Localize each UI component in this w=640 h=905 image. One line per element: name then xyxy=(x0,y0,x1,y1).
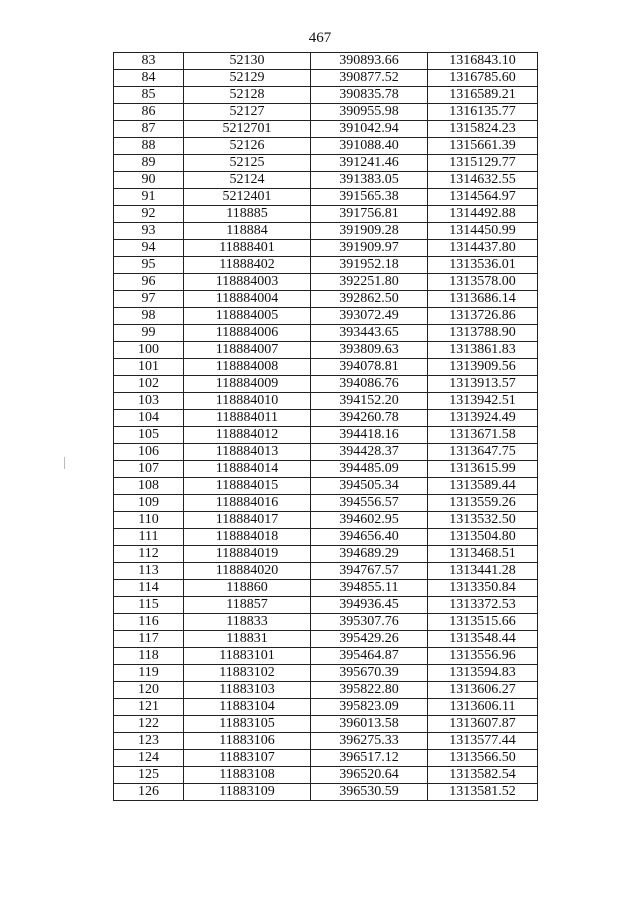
x-coordinate-cell: 394260.78 xyxy=(311,410,428,427)
table-row xyxy=(114,784,538,801)
point-id-cell: 118860 xyxy=(184,580,311,597)
point-id-cell: 52124 xyxy=(184,172,311,189)
point-id-cell: 118884003 xyxy=(184,274,311,291)
y-coordinate-cell: 1313589.44 xyxy=(428,478,538,495)
row-number-cell: 119 xyxy=(114,665,184,682)
x-coordinate-cell: 394689.29 xyxy=(311,546,428,563)
table-row xyxy=(114,308,538,325)
table-row xyxy=(114,206,538,223)
table-row xyxy=(114,53,538,70)
scan-artifact-mark xyxy=(64,457,65,469)
table-row xyxy=(114,87,538,104)
y-coordinate-cell: 1315661.39 xyxy=(428,138,538,155)
row-number-cell: 84 xyxy=(114,70,184,87)
table-row xyxy=(114,240,538,257)
y-coordinate-cell: 1315824.23 xyxy=(428,121,538,138)
x-coordinate-cell: 391042.94 xyxy=(311,121,428,138)
y-coordinate-cell: 1313671.58 xyxy=(428,427,538,444)
x-coordinate-cell: 395822.80 xyxy=(311,682,428,699)
row-number-cell: 101 xyxy=(114,359,184,376)
x-coordinate-cell: 391909.28 xyxy=(311,223,428,240)
row-number-cell: 115 xyxy=(114,597,184,614)
row-number-cell: 112 xyxy=(114,546,184,563)
table-row xyxy=(114,767,538,784)
point-id-cell: 11883102 xyxy=(184,665,311,682)
x-coordinate-cell: 394556.57 xyxy=(311,495,428,512)
table-row xyxy=(114,529,538,546)
x-coordinate-cell: 390893.66 xyxy=(311,53,428,70)
x-coordinate-cell: 391756.81 xyxy=(311,206,428,223)
x-coordinate-cell: 394855.11 xyxy=(311,580,428,597)
table-row xyxy=(114,104,538,121)
table-row xyxy=(114,665,538,682)
y-coordinate-cell: 1313615.99 xyxy=(428,461,538,478)
y-coordinate-cell: 1313441.28 xyxy=(428,563,538,580)
x-coordinate-cell: 396013.58 xyxy=(311,716,428,733)
page-number: 467 xyxy=(308,30,332,46)
table-row xyxy=(114,257,538,274)
table-row xyxy=(114,444,538,461)
y-coordinate-cell: 1313607.87 xyxy=(428,716,538,733)
row-number-cell: 91 xyxy=(114,189,184,206)
x-coordinate-cell: 394936.45 xyxy=(311,597,428,614)
point-id-cell: 118884009 xyxy=(184,376,311,393)
x-coordinate-cell: 393072.49 xyxy=(311,308,428,325)
table-row xyxy=(114,410,538,427)
table-row xyxy=(114,291,538,308)
table-row xyxy=(114,512,538,529)
table-row xyxy=(114,393,538,410)
table-row xyxy=(114,699,538,716)
y-coordinate-cell: 1313686.14 xyxy=(428,291,538,308)
table-row xyxy=(114,546,538,563)
x-coordinate-cell: 394505.34 xyxy=(311,478,428,495)
table-row xyxy=(114,376,538,393)
y-coordinate-cell: 1313536.01 xyxy=(428,257,538,274)
y-coordinate-cell: 1313372.53 xyxy=(428,597,538,614)
y-coordinate-cell: 1314492.88 xyxy=(428,206,538,223)
row-number-cell: 100 xyxy=(114,342,184,359)
point-id-cell: 52130 xyxy=(184,53,311,70)
y-coordinate-cell: 1313861.83 xyxy=(428,342,538,359)
table-row xyxy=(114,70,538,87)
point-id-cell: 118884018 xyxy=(184,529,311,546)
y-coordinate-cell: 1313647.75 xyxy=(428,444,538,461)
row-number-cell: 116 xyxy=(114,614,184,631)
point-id-cell: 118884014 xyxy=(184,461,311,478)
x-coordinate-cell: 394485.09 xyxy=(311,461,428,478)
point-id-cell: 118857 xyxy=(184,597,311,614)
y-coordinate-cell: 1313909.56 xyxy=(428,359,538,376)
table-row xyxy=(114,631,538,648)
row-number-cell: 94 xyxy=(114,240,184,257)
row-number-cell: 90 xyxy=(114,172,184,189)
point-id-cell: 118833 xyxy=(184,614,311,631)
row-number-cell: 85 xyxy=(114,87,184,104)
point-id-cell: 118884010 xyxy=(184,393,311,410)
row-number-cell: 126 xyxy=(114,784,184,801)
row-number-cell: 86 xyxy=(114,104,184,121)
y-coordinate-cell: 1313559.26 xyxy=(428,495,538,512)
point-id-cell: 118884004 xyxy=(184,291,311,308)
point-id-cell: 52127 xyxy=(184,104,311,121)
row-number-cell: 98 xyxy=(114,308,184,325)
table-row xyxy=(114,716,538,733)
table-row xyxy=(114,325,538,342)
point-id-cell: 11883108 xyxy=(184,767,311,784)
point-id-cell: 118884019 xyxy=(184,546,311,563)
table-row xyxy=(114,733,538,750)
row-number-cell: 97 xyxy=(114,291,184,308)
row-number-cell: 104 xyxy=(114,410,184,427)
point-id-cell: 118884007 xyxy=(184,342,311,359)
point-id-cell: 11883105 xyxy=(184,716,311,733)
x-coordinate-cell: 396520.64 xyxy=(311,767,428,784)
row-number-cell: 92 xyxy=(114,206,184,223)
point-id-cell: 11883107 xyxy=(184,750,311,767)
y-coordinate-cell: 1316785.60 xyxy=(428,70,538,87)
point-id-cell: 52128 xyxy=(184,87,311,104)
table-row xyxy=(114,138,538,155)
row-number-cell: 125 xyxy=(114,767,184,784)
row-number-cell: 95 xyxy=(114,257,184,274)
point-id-cell: 52129 xyxy=(184,70,311,87)
y-coordinate-cell: 1313556.96 xyxy=(428,648,538,665)
point-id-cell: 118884006 xyxy=(184,325,311,342)
x-coordinate-cell: 396275.33 xyxy=(311,733,428,750)
x-coordinate-cell: 394602.95 xyxy=(311,512,428,529)
table-row xyxy=(114,121,538,138)
table-row xyxy=(114,155,538,172)
y-coordinate-cell: 1314632.55 xyxy=(428,172,538,189)
point-id-cell: 11883101 xyxy=(184,648,311,665)
point-id-cell: 118884016 xyxy=(184,495,311,512)
row-number-cell: 88 xyxy=(114,138,184,155)
point-id-cell: 118884008 xyxy=(184,359,311,376)
row-number-cell: 107 xyxy=(114,461,184,478)
table-row xyxy=(114,750,538,767)
y-coordinate-cell: 1313578.00 xyxy=(428,274,538,291)
x-coordinate-cell: 395464.87 xyxy=(311,648,428,665)
y-coordinate-cell: 1314450.99 xyxy=(428,223,538,240)
row-number-cell: 111 xyxy=(114,529,184,546)
point-id-cell: 5212401 xyxy=(184,189,311,206)
y-coordinate-cell: 1313582.54 xyxy=(428,767,538,784)
row-number-cell: 121 xyxy=(114,699,184,716)
row-number-cell: 113 xyxy=(114,563,184,580)
y-coordinate-cell: 1316843.10 xyxy=(428,53,538,70)
row-number-cell: 103 xyxy=(114,393,184,410)
row-number-cell: 110 xyxy=(114,512,184,529)
table-row xyxy=(114,495,538,512)
point-id-cell: 118831 xyxy=(184,631,311,648)
x-coordinate-cell: 394418.16 xyxy=(311,427,428,444)
y-coordinate-cell: 1313942.51 xyxy=(428,393,538,410)
y-coordinate-cell: 1313924.49 xyxy=(428,410,538,427)
row-number-cell: 120 xyxy=(114,682,184,699)
row-number-cell: 96 xyxy=(114,274,184,291)
y-coordinate-cell: 1313594.83 xyxy=(428,665,538,682)
point-id-cell: 118884020 xyxy=(184,563,311,580)
x-coordinate-cell: 391383.05 xyxy=(311,172,428,189)
point-id-cell: 118884011 xyxy=(184,410,311,427)
x-coordinate-cell: 392862.50 xyxy=(311,291,428,308)
table-row xyxy=(114,172,538,189)
point-id-cell: 118884013 xyxy=(184,444,311,461)
point-id-cell: 5212701 xyxy=(184,121,311,138)
table-row xyxy=(114,478,538,495)
x-coordinate-cell: 391565.38 xyxy=(311,189,428,206)
y-coordinate-cell: 1313566.50 xyxy=(428,750,538,767)
y-coordinate-cell: 1316589.21 xyxy=(428,87,538,104)
point-id-cell: 118884012 xyxy=(184,427,311,444)
point-id-cell: 118884015 xyxy=(184,478,311,495)
row-number-cell: 99 xyxy=(114,325,184,342)
x-coordinate-cell: 391952.18 xyxy=(311,257,428,274)
y-coordinate-cell: 1314437.80 xyxy=(428,240,538,257)
x-coordinate-cell: 392251.80 xyxy=(311,274,428,291)
y-coordinate-cell: 1313515.66 xyxy=(428,614,538,631)
table-row xyxy=(114,461,538,478)
point-id-cell: 11883106 xyxy=(184,733,311,750)
y-coordinate-cell: 1315129.77 xyxy=(428,155,538,172)
table-row xyxy=(114,614,538,631)
row-number-cell: 123 xyxy=(114,733,184,750)
row-number-cell: 118 xyxy=(114,648,184,665)
table-row xyxy=(114,359,538,376)
row-number-cell: 106 xyxy=(114,444,184,461)
row-number-cell: 124 xyxy=(114,750,184,767)
x-coordinate-cell: 395429.26 xyxy=(311,631,428,648)
y-coordinate-cell: 1313606.11 xyxy=(428,699,538,716)
y-coordinate-cell: 1313577.44 xyxy=(428,733,538,750)
x-coordinate-cell: 396517.12 xyxy=(311,750,428,767)
x-coordinate-cell: 394656.40 xyxy=(311,529,428,546)
x-coordinate-cell: 390955.98 xyxy=(311,104,428,121)
table-row xyxy=(114,682,538,699)
row-number-cell: 108 xyxy=(114,478,184,495)
point-id-cell: 11888402 xyxy=(184,257,311,274)
row-number-cell: 93 xyxy=(114,223,184,240)
row-number-cell: 122 xyxy=(114,716,184,733)
y-coordinate-cell: 1316135.77 xyxy=(428,104,538,121)
row-number-cell: 117 xyxy=(114,631,184,648)
x-coordinate-cell: 391909.97 xyxy=(311,240,428,257)
table-row xyxy=(114,648,538,665)
row-number-cell: 114 xyxy=(114,580,184,597)
y-coordinate-cell: 1313468.51 xyxy=(428,546,538,563)
y-coordinate-cell: 1314564.97 xyxy=(428,189,538,206)
x-coordinate-cell: 394078.81 xyxy=(311,359,428,376)
point-id-cell: 11883103 xyxy=(184,682,311,699)
y-coordinate-cell: 1313350.84 xyxy=(428,580,538,597)
y-coordinate-cell: 1313581.52 xyxy=(428,784,538,801)
y-coordinate-cell: 1313913.57 xyxy=(428,376,538,393)
x-coordinate-cell: 391088.40 xyxy=(311,138,428,155)
point-id-cell: 118884017 xyxy=(184,512,311,529)
table-row xyxy=(114,597,538,614)
table-row xyxy=(114,274,538,291)
x-coordinate-cell: 394086.76 xyxy=(311,376,428,393)
table-row xyxy=(114,342,538,359)
point-id-cell: 118884 xyxy=(184,223,311,240)
x-coordinate-cell: 394767.57 xyxy=(311,563,428,580)
y-coordinate-cell: 1313606.27 xyxy=(428,682,538,699)
point-id-cell: 118885 xyxy=(184,206,311,223)
x-coordinate-cell: 393809.63 xyxy=(311,342,428,359)
point-id-cell: 52125 xyxy=(184,155,311,172)
row-number-cell: 109 xyxy=(114,495,184,512)
x-coordinate-cell: 390835.78 xyxy=(311,87,428,104)
x-coordinate-cell: 395307.76 xyxy=(311,614,428,631)
row-number-cell: 102 xyxy=(114,376,184,393)
x-coordinate-cell: 395823.09 xyxy=(311,699,428,716)
x-coordinate-cell: 394428.37 xyxy=(311,444,428,461)
y-coordinate-cell: 1313788.90 xyxy=(428,325,538,342)
y-coordinate-cell: 1313726.86 xyxy=(428,308,538,325)
x-coordinate-cell: 394152.20 xyxy=(311,393,428,410)
table-row xyxy=(114,189,538,206)
x-coordinate-cell: 390877.52 xyxy=(311,70,428,87)
y-coordinate-cell: 1313548.44 xyxy=(428,631,538,648)
x-coordinate-cell: 395670.39 xyxy=(311,665,428,682)
row-number-cell: 89 xyxy=(114,155,184,172)
x-coordinate-cell: 396530.59 xyxy=(311,784,428,801)
coordinates-table-body xyxy=(114,53,538,801)
point-id-cell: 11883104 xyxy=(184,699,311,716)
point-id-cell: 11883109 xyxy=(184,784,311,801)
table-row xyxy=(114,427,538,444)
row-number-cell: 87 xyxy=(114,121,184,138)
y-coordinate-cell: 1313504.80 xyxy=(428,529,538,546)
x-coordinate-cell: 391241.46 xyxy=(311,155,428,172)
point-id-cell: 52126 xyxy=(184,138,311,155)
x-coordinate-cell: 393443.65 xyxy=(311,325,428,342)
coordinates-table xyxy=(113,52,538,801)
point-id-cell: 118884005 xyxy=(184,308,311,325)
y-coordinate-cell: 1313532.50 xyxy=(428,512,538,529)
table-row xyxy=(114,580,538,597)
point-id-cell: 11888401 xyxy=(184,240,311,257)
row-number-cell: 105 xyxy=(114,427,184,444)
row-number-cell: 83 xyxy=(114,53,184,70)
table-row xyxy=(114,223,538,240)
table-row xyxy=(114,563,538,580)
